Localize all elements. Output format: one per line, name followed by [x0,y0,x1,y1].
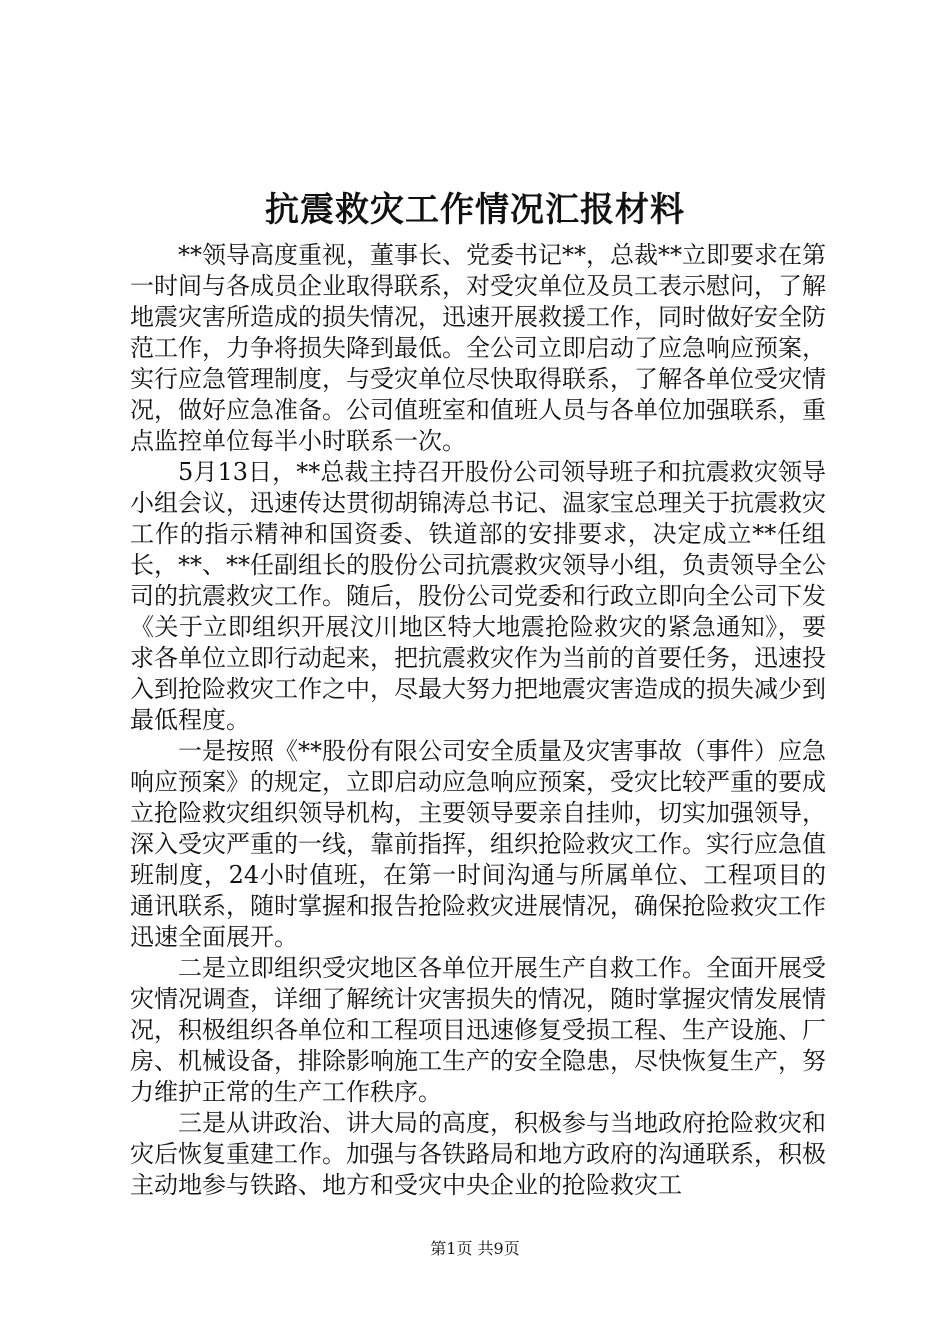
paragraph-2: 5月13日，**总裁主持召开股份公司领导班子和抗震救灾领导小组会议，迅速传达贯彻胡锦涛总书记、温家宝总理关于抗震救灾工作的指示精神和国资委、铁道部的安排要求，决定成立**任组长，**、**任副组长的股份公司抗震救灾领导小组，负责领导全公司的抗震救灾工作。随后，股份公司党委和行政立即向全公司下发《关于立即组织开展汶川地区特大地震抢险救灾的紧急通知》，要求各单位立即行动起来，把抗震救灾作为当前的首要任务，迅速投入到抢险救灾工作之中，尽最大努力把地震灾害造成的损失减少到最低程度。 [130,458,826,734]
paragraph-3: 一是按照《**股份有限公司安全质量及灾害事故（事件）应急响应预案》的规定，立即启动应急响应预案，受灾比较严重的要成立抢险救灾组织领导机构，主要领导要亲自挂帅，切实加强领导，深入受灾严重的一线，靠前指挥，组织抢险救灾工作。实行应急值班制度，24小时值班，在第一时间沟通与所属单位、工程项目的通讯联系，随时掌握和报告抢险救灾进展情况，确保抢险救灾工作迅速全面展开。 [130,737,826,951]
paragraph-1: **领导高度重视，董事长、党委书记**，总裁**立即要求在第一时间与各成员企业取得联系，对受灾单位及员工表示慰问，了解地震灾害所造成的损失情况，迅速开展救援工作，同时做好安全防范工作，力争将损失降到最低。全公司立即启动了应急响应预案，实行应急管理制度，与受灾单位尽快取得联系，了解各单位受灾情况，做好应急准备。公司值班室和值班人员与各单位加强联系，重点监控单位每半小时联系一次。 [130,241,826,455]
document-body [130,240,826,1201]
document-title: 抗震救灾工作情况汇报材料 [265,190,685,230]
paragraph-5: 三是从讲政治、讲大局的高度，积极参与当地政府抢险救灾和灾后恢复重建工作。加强与各铁路局和地方政府的沟通联系，积极主动地参与铁路、地方和受灾中央企业的抢险救灾工 [130,1109,826,1199]
page-number-footer: 第1页 共9页 [430,1239,520,1258]
paragraph-4: 二是立即组织受灾地区各单位开展生产自救工作。全面开展受灾情况调查，详细了解统计灾害损失的情况，随时掌握灾情发展情况，积极组织各单位和工程项目迅速修复受损工程、生产设施、厂房、机械设备，排除影响施工生产的安全隐患，尽快恢复生产，努力维护正常的生产工作秩序。 [130,954,826,1106]
